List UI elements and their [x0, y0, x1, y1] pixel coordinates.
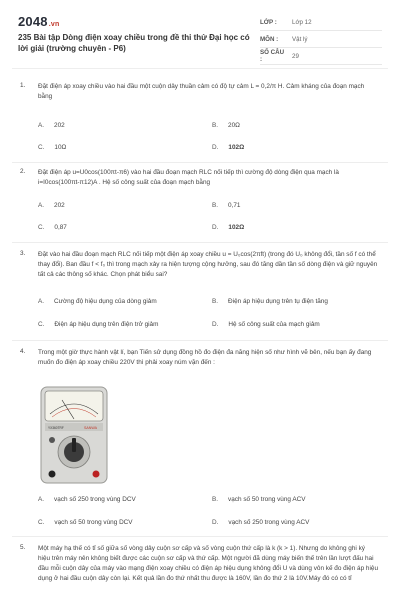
option-d[interactable]	[212, 224, 244, 231]
option-a[interactable]	[38, 298, 157, 305]
option-label: D.	[212, 519, 219, 526]
worksheet-header	[12, 8, 388, 64]
option-text: Điện áp hiệu dụng trên điện trở giảm	[54, 321, 159, 328]
option-text: 202	[54, 202, 65, 209]
option-text: vạch số 50 trong vùng ACV	[228, 496, 306, 503]
meta-row-count	[260, 48, 382, 65]
option-label: B.	[212, 496, 219, 503]
question-text: Đặt vào hai đầu đoạn mạch RLC nối tiếp một điện áp xoay chiều u = U₀cos(2πft) (trong đó U₀ không đổi, tần số f có thể thay đổi). Ban đầu f < f₀ thì trong mạch xảy ra hiện tượng cộng hưởng, sau đó tăng dần tần số dòng điện và giữ nguyên tất cả các thông số khác. Chọn phát biểu sai?	[38, 251, 378, 278]
option-c[interactable]	[38, 519, 133, 526]
option-d[interactable]	[212, 519, 309, 526]
option-text: Điện áp hiệu dụng trên tụ điện tăng	[228, 298, 328, 305]
option-label: C.	[38, 144, 45, 151]
meta-value: 29	[292, 52, 299, 60]
question-number: 3.	[20, 250, 26, 257]
option-c[interactable]	[38, 224, 67, 231]
question-number: 1.	[20, 82, 26, 89]
option-label: C.	[38, 224, 45, 231]
option-label: B.	[212, 202, 219, 209]
option-label: D.	[212, 144, 219, 151]
meta-value: Vật lý	[292, 35, 308, 43]
option-label: C.	[38, 519, 45, 526]
option-a[interactable]	[38, 496, 136, 503]
option-c[interactable]	[38, 144, 66, 151]
option-text: vạch số 50 trong vùng DCV	[54, 519, 133, 526]
question-text: Một máy hạ thế có tỉ số giữa số vòng dây cuộn sơ cấp và số vòng cuộn thứ cấp là k (k > 1). Nhưng do không ghi ký hiệu trên máy nên không biết được các cuộn sơ cấp và thứ cấp. Một người đã dùng máy biến thế trên lần lượt đấu hai đầu mỗi cuộn dây của máy vào mạng điện xoay chiều có điện áp hiệu dụng không đổi U và dùng vôn kế đo điện áp hiệu dụng ở hai đầu cuộn dây còn lại. Kết quả lần đo thứ nhất thu được là 160V, lần đo thứ 2 là 10V.Máy đó có có tỉ	[38, 545, 379, 582]
option-text: Cường độ hiệu dụng của dòng giảm	[54, 298, 157, 305]
question-text: Đặt điện áp xoay chiều vào hai đầu một cuộn dây thuần cảm có độ tự cảm L = 0,2/π H. Cảm kháng của đoạn mạch bằng	[38, 83, 365, 100]
question-divider	[12, 536, 388, 537]
option-b[interactable]	[212, 122, 240, 129]
option-b[interactable]	[212, 496, 306, 503]
meta-key: SỐ CÂU :	[260, 49, 285, 63]
option-label: C.	[38, 321, 45, 328]
option-text: 10Ω	[54, 144, 67, 151]
question-number: 4.	[20, 348, 26, 355]
option-b[interactable]	[212, 298, 328, 305]
option-label: B.	[212, 298, 219, 305]
option-label: A.	[38, 496, 45, 503]
option-b[interactable]	[212, 202, 241, 209]
option-text: 20Ω	[228, 122, 240, 129]
meta-row-class	[260, 14, 382, 31]
option-text: 0,87	[54, 224, 67, 231]
option-c[interactable]	[38, 321, 158, 328]
question-divider	[12, 162, 388, 163]
option-text: Hệ số công suất của mạch giảm	[228, 321, 320, 328]
meta-row-subject	[260, 31, 382, 48]
multimeter-image	[40, 386, 108, 484]
option-label: A.	[38, 122, 45, 129]
meta-value: Lớp 12	[292, 18, 312, 26]
worksheet-page	[12, 8, 388, 582]
question-divider	[12, 242, 388, 243]
question-text: Trong một giờ thực hành vật lí, bạn Tiến sử dụng đồng hồ đo điện đa năng hiện số như hình vẽ bên, nếu bạn ấy đang muốn đo điện áp xoay chiều 220V thì phải xoay núm vặn đến :	[38, 349, 372, 366]
option-text: vạch số 250 trong vùng DCV	[54, 496, 136, 503]
option-text: 0,71	[228, 202, 241, 209]
option-text: vạch số 250 trong vùng ACV	[228, 519, 310, 526]
option-text: 102Ω	[228, 224, 245, 231]
option-label: D.	[212, 224, 219, 231]
meta-key: LỚP :	[260, 18, 277, 26]
option-label: A.	[38, 202, 45, 209]
site-logo[interactable]	[18, 14, 59, 29]
question-divider	[12, 340, 388, 341]
meta-table	[260, 14, 382, 65]
option-label: A.	[38, 298, 45, 305]
option-label: D.	[212, 321, 219, 328]
meta-key: MÔN :	[260, 35, 279, 43]
header-separator	[12, 68, 388, 69]
logo-text: 2048	[18, 14, 48, 29]
option-a[interactable]	[38, 202, 65, 209]
question-text: Đặt điện áp u=U0cos(100πt-π6) vào hai đầu đoạn mạch RLC nối tiếp thì cường độ dòng điện qua mạch là i=I0cos(100πt-π12)A . Hệ số công suất của đoạn mạch bằng	[38, 169, 339, 186]
option-text: 202	[54, 122, 65, 129]
option-a[interactable]	[38, 122, 65, 129]
multimeter-model: YX360TRF	[48, 426, 64, 430]
option-d[interactable]	[212, 144, 244, 151]
multimeter-brand: SANWA	[84, 426, 98, 430]
option-label: B.	[212, 122, 219, 129]
worksheet-title: 235 Bài tập Dòng điện xoay chiều trong đề thi thử Đại học có lời giải (trường chuyên - P6)	[18, 33, 250, 53]
question-number: 5.	[20, 544, 26, 551]
option-text: 102Ω	[228, 144, 245, 151]
option-d[interactable]	[212, 321, 320, 328]
question-number: 2.	[20, 168, 26, 175]
logo-suffix: .vn	[48, 21, 60, 28]
